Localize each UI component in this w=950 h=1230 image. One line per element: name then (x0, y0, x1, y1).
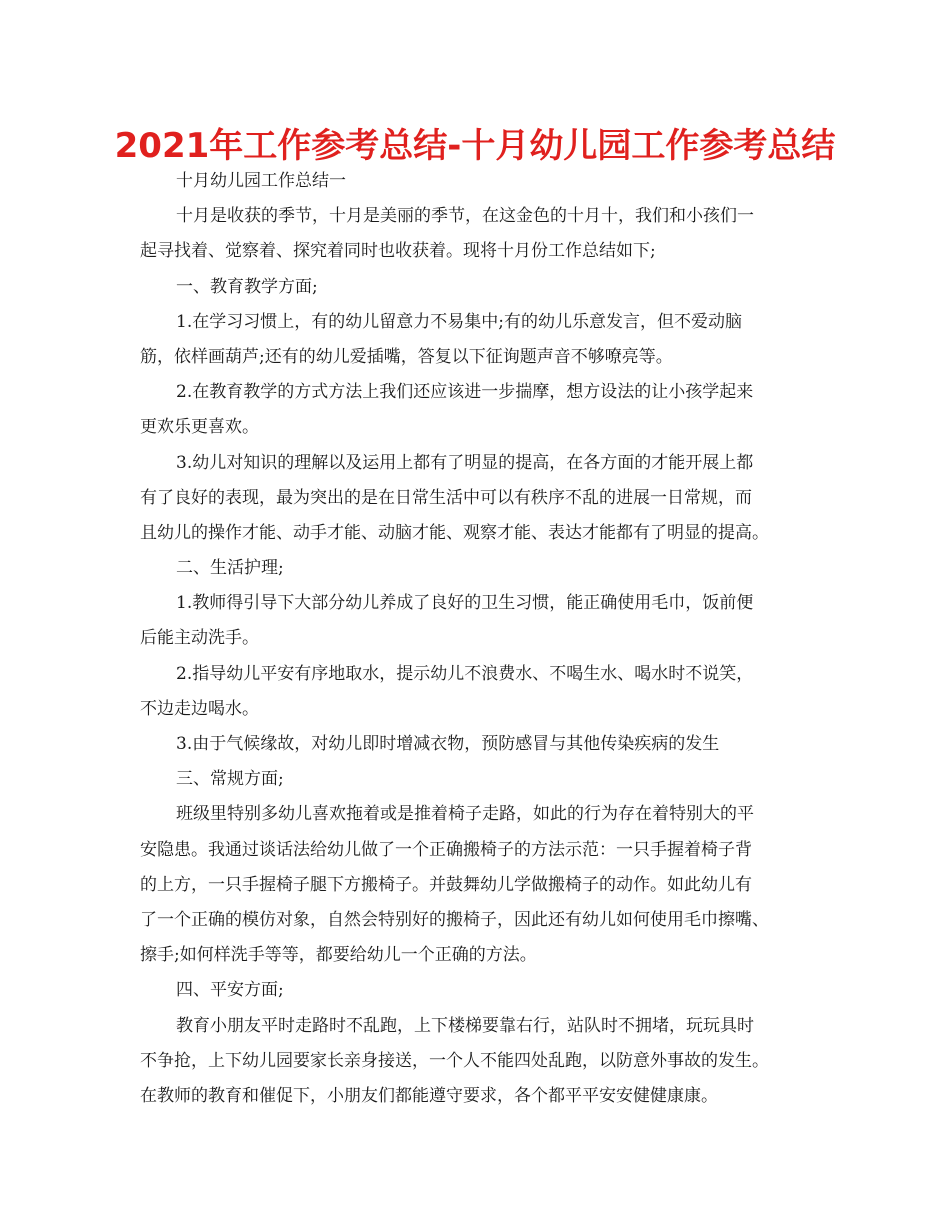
document-line: 3.幼儿对知识的理解以及运用上都有了明显的提高，在各方面的才能开展上都 (176, 452, 754, 473)
document-line: 有了良好的表现，最为突出的是在日常生活中可以有秩序不乱的进展一日常规，而 (140, 487, 752, 508)
document-line: 3.由于气候缘故，对幼儿即时增减衣物，预防感冒与其他传染疾病的发生 (176, 734, 720, 754)
document-line: 1.在学习习惯上，有的幼儿留意力不易集中;有的幼儿乐意发言，但不爱动脑 (176, 311, 742, 332)
document-line: 安隐患。我通过谈话法给幼儿做了一个正确搬椅子的方法示范：一只手握着椅子背 (140, 839, 752, 860)
document-line: 十月幼儿园工作总结一 (176, 171, 346, 191)
document-line: 2.在教育教学的方式方法上我们还应该进一步揣摩，想方设法的让小孩学起来 (176, 382, 754, 403)
document-line: 一、教育教学方面; (176, 276, 318, 297)
document-line: 教育小朋友平时走路时不乱跑，上下楼梯要靠右行，站队时不拥堵，玩玩具时 (176, 1015, 754, 1036)
document-line: 的上方，一只手握椅子腿下方搬椅子。并鼓舞幼儿学做搬椅子的动作。如此幼儿有 (140, 874, 752, 895)
document-line: 筋，依样画葫芦;还有的幼儿爱插嘴，答复以下征询题声音不够嘹亮等。 (140, 346, 673, 367)
document-line: 在教师的教育和催促下，小朋友们都能遵守要求，各个都平平安安健健康康。 (140, 1085, 718, 1106)
document-line: 了一个正确的模仿对象，自然会特别好的搬椅子，因此还有幼儿如何使用毛巾擦嘴、 (140, 909, 769, 930)
document-line: 十月是收获的季节，十月是美丽的季节，在这金色的十月十，我们和小孩们一 (176, 206, 754, 227)
document-body (140, 164, 840, 1114)
document-line: 不争抢，上下幼儿园要家长亲身接送，一个人不能四处乱跑，以防意外事故的发生。 (140, 1050, 769, 1071)
document-line: 三、常规方面; (176, 769, 284, 790)
document-line: 且幼儿的操作才能、动手才能、动脑才能、观察才能、表达才能都有了明显的提高。 (140, 522, 769, 543)
document-line: 起寻找着、觉察着、探究着同时也收获着。现将十月份工作总结如下; (140, 241, 656, 262)
document-title: 2021年工作参考总结-十月幼儿园工作参考总结 (114, 126, 836, 166)
document-line: 更欢乐更喜欢。 (140, 417, 259, 438)
document-line: 四、平安方面; (176, 980, 284, 1001)
document-line: 2.指导幼儿平安有序地取水，提示幼儿不浪费水、不喝生水、喝水时不说笑， (176, 663, 754, 684)
document-line: 班级里特别多幼儿喜欢拖着或是推着椅子走路，如此的行为存在着特别大的平 (176, 804, 754, 825)
document-line: 1.教师得引导下大部分幼儿养成了良好的卫生习惯，能正确使用毛巾，饭前便 (176, 593, 754, 614)
document-line: 后能主动洗手。 (140, 628, 259, 649)
document-line: 不边走边喝水。 (140, 698, 259, 719)
document-line: 二、生活护理; (176, 558, 284, 579)
document-line: 擦手;如何样洗手等等，都要给幼儿一个正确的方法。 (140, 945, 537, 966)
